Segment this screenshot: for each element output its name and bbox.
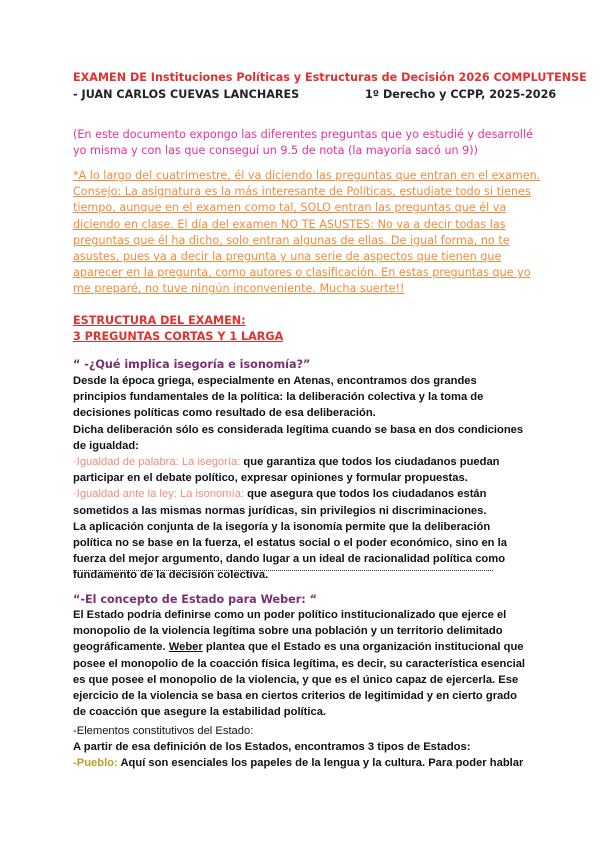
document-title: EXAMEN DE Instituciones Políticas y Estructuras de Decisión 2026 COMPLUTENSE — [73, 71, 587, 84]
body-line: Desde la época griega, especialmente en Atenas, encontramos dos grandes — [73, 375, 477, 387]
body-line: A partir de esa definición de los Estados, encontramos 3 tipos de Estados: — [73, 741, 471, 754]
elements-heading: -Elementos constitutivos del Estado: — [73, 725, 254, 737]
body-line: fuerza del mejor argumento, dando lugar a un ideal de racionalidad política como — [73, 553, 506, 566]
question-1-body — [73, 373, 533, 584]
body-line: ejercicio de la violencia se basa en ciertos criterios de legitimidad y en cierto grado — [73, 690, 517, 703]
advice-line: preguntas que él ha dicho, solo entran algunas de ellas. De igual forma, no te — [73, 233, 510, 247]
body-line: principios fundamentales de la política: la deliberación colectiva y la toma de — [73, 391, 484, 404]
list-item-isegoria — [73, 454, 533, 470]
intro-line: yo misma y con las que conseguí un 9.5 de nota (la mayoría sacó un 9)) — [73, 144, 479, 158]
body-line: monopolio de la violencia legítima sobre una población y un territorio delimitado — [73, 625, 503, 638]
body-line: Dicha deliberación sólo es considerada legítima cuando se basa en dos condiciones — [73, 423, 524, 436]
body-line: decisiones políticas como resultado de esa deliberación. — [73, 407, 376, 420]
advice-line: Consejo: La asignatura es la más interesante de Políticas, estudiate todo si tienes — [73, 185, 531, 199]
body-line: posee el monopolio de la coacción física legítima, es decir, su característica esencial — [73, 657, 526, 670]
body-line — [73, 639, 533, 655]
body-line: de coacción que asegure la estabilidad política. — [73, 706, 327, 719]
advice-line: *A lo largo del cuatrimestre, él va diciendo las preguntas que entran en el examen. — [73, 169, 541, 182]
section-divider — [73, 570, 493, 571]
advice-paragraph — [73, 168, 541, 298]
body-line: de igualdad: — [73, 439, 139, 452]
isegoria-text: que garantiza que todos los ciudadanos puedan — [240, 456, 500, 469]
isonomia-text: que asegura que todos los ciudadanos están — [244, 488, 487, 501]
question-2 — [73, 592, 533, 608]
document-header — [73, 70, 587, 86]
advice-line: diciendo en clase. El día del examen NO TE ASUSTES: No va a decir todas las — [73, 217, 506, 231]
advice-line: me preparé, no tuve ningún inconveniente. Mucha suerte!! — [73, 282, 405, 296]
body-line: El Estado podría definirse como un poder político institucionalizado que ejerce el — [73, 609, 507, 621]
weber-word: Weber — [168, 641, 203, 654]
advice-line: aparecer en la pregunta, como autores o clasificación. En estas preguntas que yo — [73, 266, 531, 280]
structure-subheading: 3 PREGUNTAS CORTAS Y 1 LARGA — [73, 330, 284, 344]
course-info: 1º Derecho y CCPP, 2025-2026 — [365, 88, 557, 101]
elements-section — [73, 723, 533, 772]
pueblo-text: Aquí son esenciales los papeles de la lengua y la cultura. Para poder hablar — [117, 757, 524, 770]
body-text: plantea que el Estado es una organización institucional que — [202, 641, 524, 654]
question-2-title: “-El concepto de Estado para Weber: “ — [73, 593, 317, 606]
body-line: La aplicación conjunta de la isegoría y la isonomía permite que la deliberación — [73, 520, 491, 533]
body-line: es que posee el monopolio de la violencia, y que es el único capaz de ejercerla. Ese — [73, 673, 519, 686]
exam-structure — [73, 313, 533, 345]
question-1-title: “ -¿Qué implica isegoría e isonomía?” — [73, 358, 311, 371]
question-2-body — [73, 607, 533, 720]
structure-heading: ESTRUCTURA DEL EXAMEN: — [73, 314, 246, 327]
question-1 — [73, 357, 533, 373]
body-text: geográficamente. — [73, 641, 166, 654]
advice-line: asustes, pues va a decir la pregunta y una serie de aspectos que tienen que — [73, 250, 502, 264]
body-line: política no se base en la fuerza, el estatus social o el poder económico, sino en la — [73, 537, 507, 550]
body-line: participar en el debate político, expresar opiniones y formular propuestas. — [73, 472, 468, 485]
isegoria-label: ·Igualdad de palabra: La isegoría: — [73, 456, 241, 469]
author-line — [73, 87, 557, 104]
intro-line: (En este documento expongo las diferentes preguntas que yo estudié y desarrollé — [73, 128, 533, 141]
list-item-isonomia — [73, 486, 533, 502]
intro-paragraph — [73, 127, 533, 159]
pueblo-label: -Pueblo: — [73, 757, 118, 770]
body-line: fundamento de la decisión colectiva. — [73, 569, 269, 582]
isonomia-label: ·Igualdad ante la ley: La isonomía: — [73, 488, 245, 501]
body-line: sometidos a las mismas normas jurídicas, sin privilegios ni discriminaciones. — [73, 504, 487, 517]
advice-line: tiempo, aunque en el examen como tal, SOLO entran las preguntas que él va — [73, 201, 507, 215]
author-name: - JUAN CARLOS CUEVAS LANCHARES — [73, 88, 300, 101]
pueblo-item — [73, 755, 533, 771]
